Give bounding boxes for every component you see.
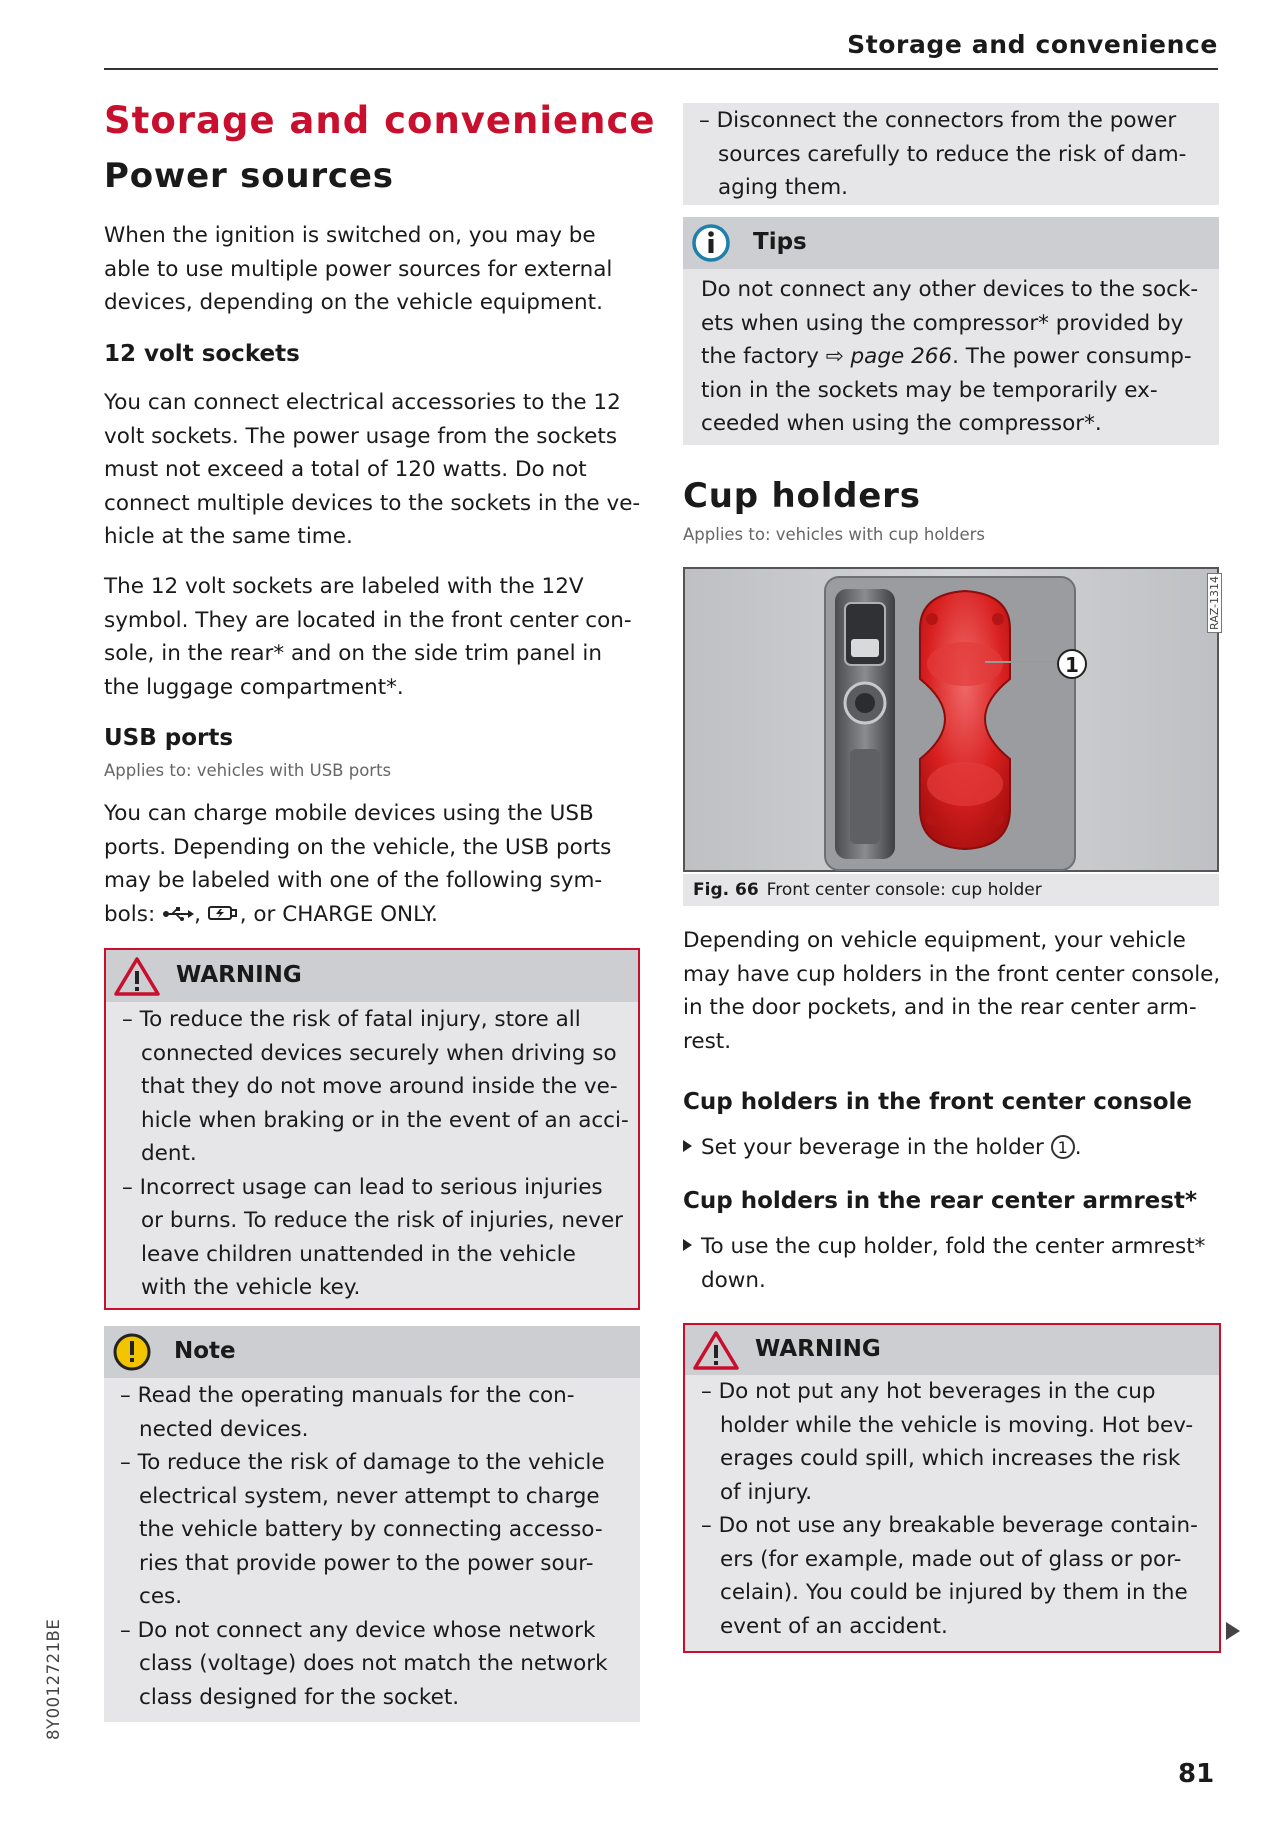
text-line: You can connect electrical accessories to the 12 (104, 390, 621, 415)
list-item-line: electrical system, never attempt to charge (139, 1483, 600, 1509)
continuation-body (699, 104, 1209, 205)
heading-rear-center-armrest: Cup holders in the rear center armrest* (683, 1188, 1197, 1214)
figure-caption-text: Front center console: cup holder (766, 880, 1042, 900)
cup-holder-figure (683, 567, 1219, 872)
list-item-line: holder while the vehicle is moving. Hot bev- (720, 1412, 1194, 1438)
sockets-paragraph-2 (104, 570, 632, 704)
front-step (683, 1131, 1082, 1165)
note-box-body (120, 1379, 630, 1714)
warning-box-body (701, 1375, 1213, 1643)
warning-title: WARNING (755, 1336, 881, 1362)
page-number: 81 (1178, 1759, 1215, 1789)
usb-symbols-suffix: , or CHARGE ONLY. (239, 901, 438, 927)
text-line: You can charge mobile devices using the USB (104, 801, 594, 826)
list-item: – Incorrect usage can lead to serious injuries (122, 1174, 603, 1200)
text-line: may be labeled with one of the following sym- (104, 868, 603, 893)
text-line: Do not connect any other devices to the sock- (701, 277, 1199, 302)
text-line: may have cup holders in the front center console, (683, 961, 1221, 987)
usb-applies-to: Applies to: vehicles with USB ports (104, 761, 392, 780)
warning-box-cup-holders (683, 1323, 1221, 1653)
tips-box (683, 217, 1219, 445)
list-item: – To reduce the risk of fatal injury, store all (122, 1007, 581, 1032)
figure-caption (683, 874, 1219, 906)
list-item-line: class (voltage) does not match the network (139, 1651, 608, 1676)
running-header (104, 30, 1218, 70)
text-line: ceeded when using the compressor*. (701, 411, 1102, 436)
info-icon (691, 223, 731, 263)
list-item: – To reduce the risk of damage to the vehicle (120, 1450, 605, 1475)
step-bullet-icon (683, 1239, 692, 1251)
text-line: devices, depending on the vehicle equipment. (104, 290, 603, 315)
warning-box-body (122, 1003, 632, 1305)
step-text: To use the cup holder, fold the center armrest* (701, 1234, 1206, 1259)
step-text: Set your beverage in the holder (701, 1135, 1051, 1160)
list-item-line: ers (for example, made out of glass or por- (720, 1546, 1182, 1572)
page-reference-link[interactable]: page 266 (850, 344, 953, 369)
usb-paragraph (104, 797, 611, 931)
text-line: tion in the sockets may be temporarily ex- (701, 377, 1158, 403)
list-item-line: ces. (139, 1584, 183, 1609)
cup-applies-to: Applies to: vehicles with cup holders (683, 525, 986, 544)
rear-step (683, 1230, 1205, 1297)
text-line: the luggage compartment*. (104, 674, 404, 700)
usb-symbols-prefix: bols: (104, 901, 163, 927)
warning-triangle-icon (693, 1330, 739, 1370)
usb-symbol-icon (162, 907, 194, 921)
charge-symbol-icon (208, 904, 240, 922)
tips-body (701, 273, 1211, 441)
list-item: – Do not use any breakable beverage contain- (701, 1513, 1198, 1538)
figure-code: RAZ-1314 (1207, 573, 1222, 633)
section-title-cup-holders: Cup holders (683, 476, 921, 516)
list-item-line: dent. (141, 1141, 197, 1166)
list-item-line: sources carefully to reduce the risk of dam- (718, 141, 1187, 167)
list-item-line: leave children unattended in the vehicle (141, 1241, 576, 1267)
step-bullet-icon (683, 1140, 692, 1152)
text-line: in the door pockets, and in the rear center arm- (683, 995, 1197, 1020)
text-line: able to use multiple power sources for external (104, 256, 613, 282)
list-item: – Disconnect the connectors from the power (699, 108, 1177, 133)
ref-prefix: the factory (701, 344, 826, 369)
cup-holder-illustration (685, 569, 1217, 870)
step-text-cont: down. (701, 1267, 766, 1293)
text-line (701, 340, 1211, 374)
text-line: must not exceed a total of 120 watts. Do not (104, 457, 587, 482)
step-line: Set your beverage in the holder 1 . (683, 1131, 1082, 1165)
note-box (104, 1326, 640, 1722)
list-item-line: event of an accident. (720, 1613, 948, 1639)
warning-title: WARNING (176, 962, 302, 988)
list-item-line: class designed for the socket. (139, 1684, 460, 1710)
list-item-line: that they do not move around inside the ve- (141, 1074, 618, 1099)
list-item-line: with the vehicle key. (141, 1275, 361, 1300)
warning-box-header (685, 1325, 1219, 1375)
list-item-line: aging them. (718, 175, 848, 200)
text-line: symbol. They are located in the front center con- (104, 607, 632, 633)
section-title-power-sources: Power sources (104, 156, 394, 196)
running-title: Storage and convenience (847, 30, 1218, 59)
intro-paragraph (104, 219, 612, 320)
warning-box-power (104, 948, 640, 1310)
list-item-line: celain). You could be injured by them in the (720, 1580, 1188, 1605)
step-line (683, 1230, 1205, 1264)
text-line: connect multiple devices to the sockets in the ve- (104, 490, 641, 516)
cup-paragraph (683, 924, 1220, 1058)
ref-suffix: . The power consump- (952, 344, 1192, 369)
warning-triangle-icon (114, 956, 160, 996)
heading-front-center-console: Cup holders in the front center console (683, 1089, 1192, 1115)
text-line (104, 898, 611, 932)
heading-usb-ports: USB ports (104, 725, 234, 751)
note-title: Note (174, 1338, 236, 1364)
chapter-title: Storage and convenience (104, 99, 656, 142)
text-line: rest. (683, 1028, 732, 1054)
list-item-line: ries that provide power to the power sour- (139, 1550, 594, 1576)
text-line: ets when using the compressor* provided by (701, 310, 1184, 336)
note-exclamation-icon (112, 1332, 152, 1372)
text-line: volt sockets. The power usage from the sockets (104, 423, 618, 449)
warning-box-header (106, 950, 638, 1002)
heading-12-volt-sockets: 12 volt sockets (104, 341, 300, 367)
tips-box-header (683, 217, 1219, 269)
note-box-header (104, 1326, 640, 1378)
tips-title: Tips (753, 229, 807, 255)
list-item-line: hicle when braking or in the event of an acci- (141, 1107, 629, 1133)
page-ref-arrow-icon: ⇨ (825, 344, 844, 369)
list-item-line: of injury. (720, 1479, 813, 1505)
callout-ref-1: 1 (1051, 1135, 1075, 1159)
figure-number: Fig. 66 (693, 880, 759, 900)
list-item-line: erages could spill, which increases the risk (720, 1446, 1181, 1471)
sockets-paragraph-1 (104, 386, 640, 554)
text-line: When the ignition is switched on, you may be (104, 223, 596, 248)
list-item: – Read the operating manuals for the con- (120, 1383, 575, 1408)
list-item-line: the vehicle battery by connecting accesso- (139, 1517, 603, 1542)
figure-callout-1: 1 (1057, 649, 1087, 679)
text-line: hicle at the same time. (104, 524, 353, 549)
list-item: – Do not put any hot beverages in the cup (701, 1379, 1156, 1404)
list-item-line: nected devices. (139, 1416, 309, 1442)
usb-symbols-sep: , (194, 901, 208, 927)
warning-continuation-box (683, 103, 1219, 205)
text-line: ports. Depending on the vehicle, the USB ports (104, 834, 612, 860)
text-line: The 12 volt sockets are labeled with the 12V (104, 574, 584, 599)
list-item: – Do not connect any device whose network (120, 1617, 596, 1643)
list-item-line: or burns. To reduce the risk of injuries, never (141, 1208, 624, 1233)
list-item-line: connected devices securely when driving so (141, 1040, 617, 1066)
text-line: sole, in the rear* and on the side trim panel in (104, 641, 602, 666)
document-code: 8Y0012721BE (44, 1618, 63, 1740)
continue-arrow-icon (1226, 1622, 1240, 1640)
text-line: Depending on vehicle equipment, your vehicle (683, 928, 1186, 953)
